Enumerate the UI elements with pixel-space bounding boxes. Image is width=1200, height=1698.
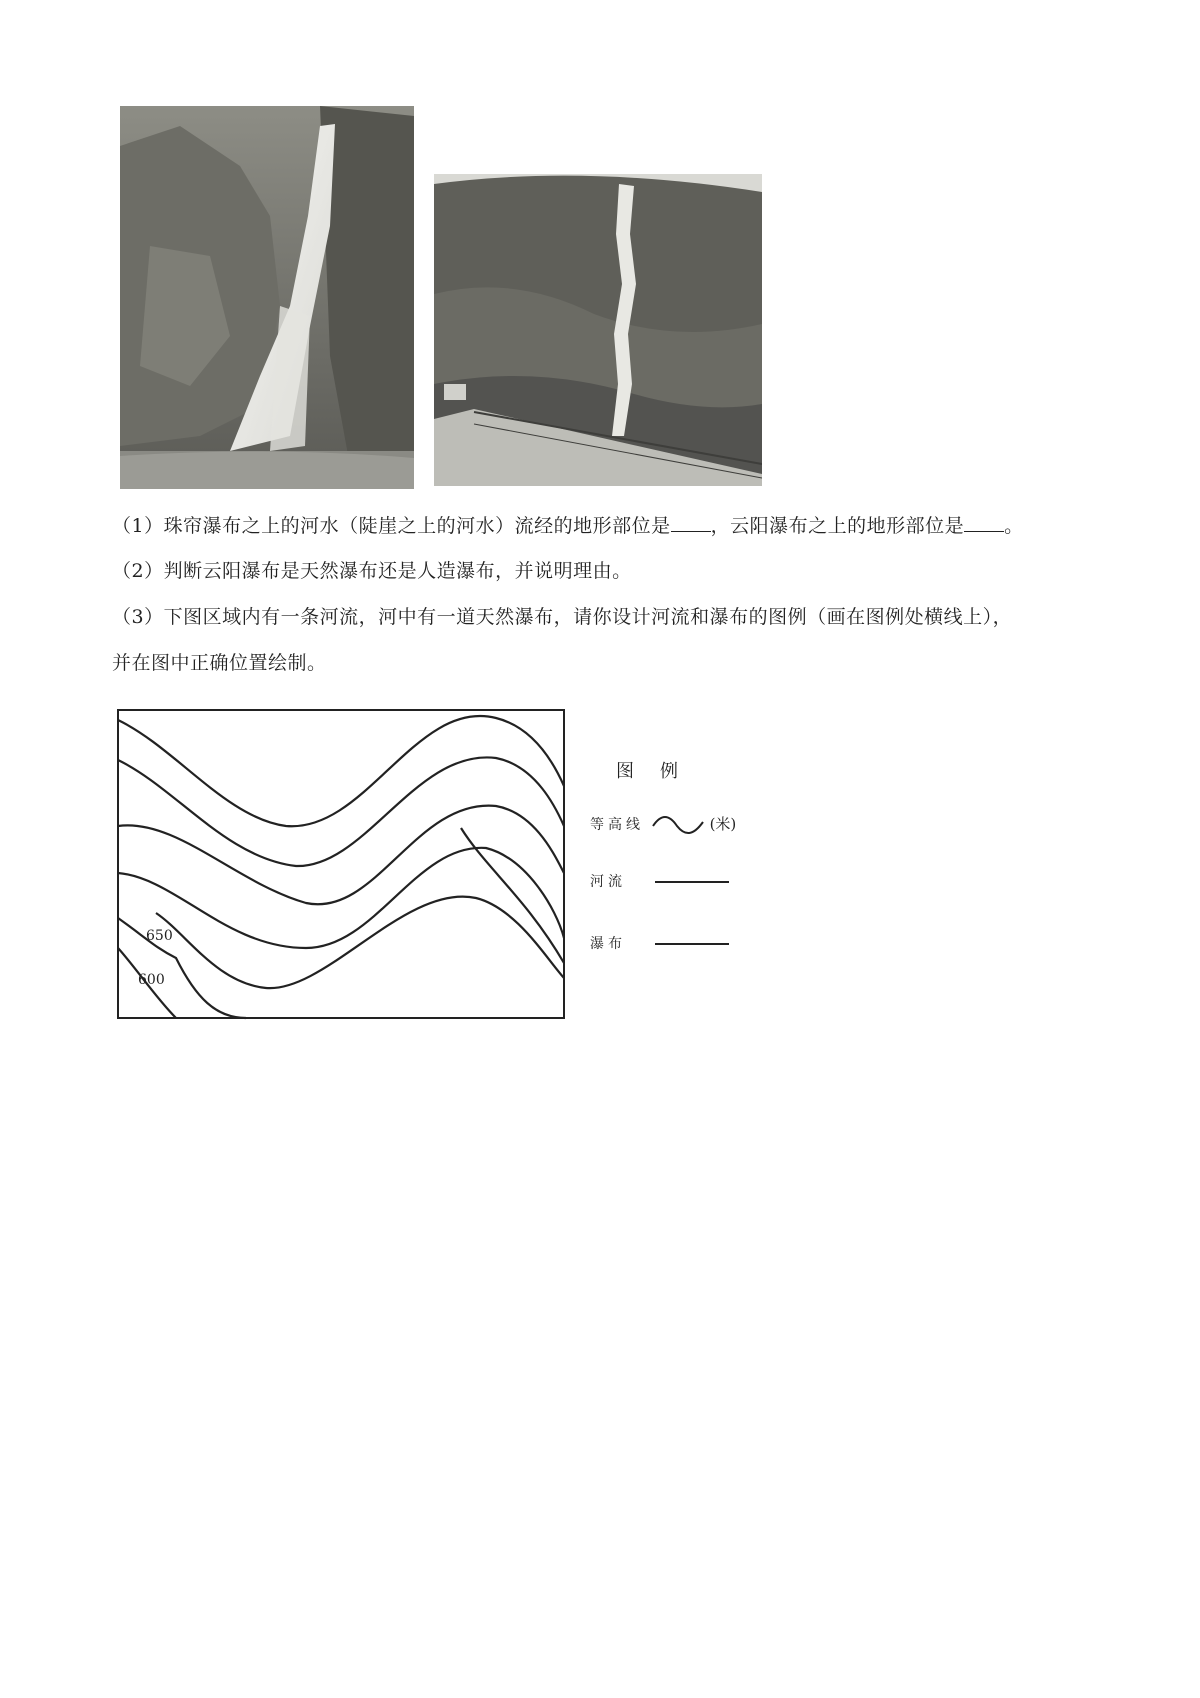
question-2: （2）判断云阳瀑布是天然瀑布还是人造瀑布，并说明理由。 xyxy=(112,560,632,582)
answer-blank-2[interactable] xyxy=(964,513,1004,532)
waterfall-photo-left xyxy=(120,106,414,489)
legend-contour-label: 等高线 xyxy=(590,817,644,833)
legend-contour-unit: (米) xyxy=(709,815,737,833)
legend-river-label: 河流 xyxy=(590,874,626,890)
question-1 xyxy=(112,513,1024,539)
legend-falls-label: 瀑布 xyxy=(590,936,626,952)
legend-river-blank[interactable] xyxy=(655,881,729,883)
map-legend xyxy=(580,745,800,975)
contour-wave-icon xyxy=(651,814,705,836)
contour-map xyxy=(116,708,566,1020)
waterfall-photo-right xyxy=(434,174,762,486)
legend-row-falls xyxy=(590,933,729,953)
legend-row-contour xyxy=(590,813,736,836)
question-1-text-b: ，云阳瀑布之上的地形部位是 xyxy=(710,515,965,537)
question-3-line-2: 并在图中正确位置绘制。 xyxy=(112,652,327,674)
question-3-line-1: （3）下图区域内有一条河流，河中有一道天然瀑布，请你设计河流和瀑布的图例（画在图例处横线上）， xyxy=(112,606,1013,628)
legend-falls-blank[interactable] xyxy=(655,943,729,945)
legend-row-river xyxy=(590,871,729,891)
question-1-text-c: 。 xyxy=(1004,515,1024,537)
question-1-text-a: （1）珠帘瀑布之上的河水（陡崖之上的河水）流经的地形部位是 xyxy=(112,515,671,537)
contour-label-650: 650 xyxy=(146,928,173,944)
map-frame xyxy=(118,710,564,1018)
legend-title: 图例 xyxy=(616,761,704,782)
answer-blank-1[interactable] xyxy=(671,513,711,532)
contour-label-600: 600 xyxy=(138,972,165,988)
